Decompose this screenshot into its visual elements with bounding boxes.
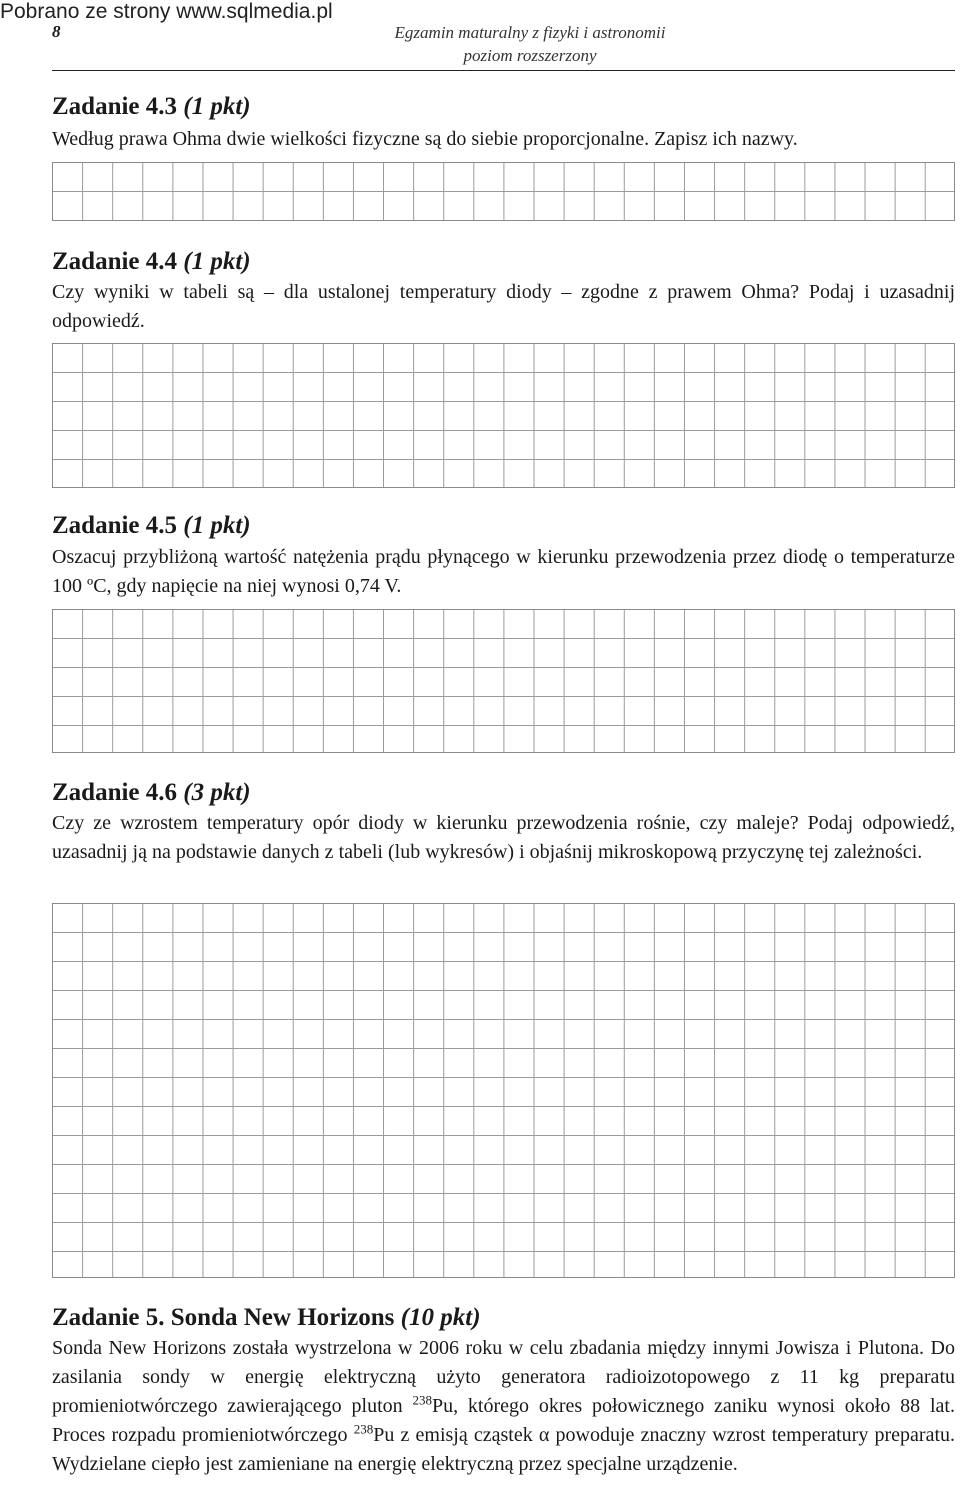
task-text-5 [52,1334,955,1479]
task-points: (1 pkt) [183,248,251,275]
source-watermark: Pobrano ze strony www.sqlmedia.pl [0,0,333,23]
task-text-part: Sonda New Horizons została wystrzelona w 2006 roku w celu zbadania między innymi Jowisza i Plutona. Do zasilania sondy w energię elektryczną użyto generatora radioizotopowego z 11 kg preparatu promieniotwórczego zawierającego pluton [52,1337,955,1417]
task-label: Zadanie 4.3 [52,93,178,120]
task-text-4-6: Czy ze wzrostem temperatury opór diody w kierunku przewodzenia rośnie, czy maleje? Podaj odpowiedź, uzasadnij ją na podstawie danych z tabeli (lub wykresów) i objaśnij mikroskopową przyczynę tej zależności. [52,812,955,863]
answer-grid-4-4[interactable] [52,343,955,488]
task-label: Zadanie 4.5 [52,512,178,539]
answer-grid-4-3[interactable] [52,162,955,221]
task-heading-4-6 [52,778,251,808]
exam-level: poziom rozszerzony [463,46,597,65]
task-text-part: Pu, którego okres połowicznego zaniku wynosi około 88 lat. Proces rozpadu promieniotwórczego [52,1395,955,1446]
task-points: (1 pkt) [183,93,251,120]
exam-header [300,21,760,67]
answer-grid-4-5[interactable] [52,609,955,753]
task-points: (1 pkt) [183,512,251,539]
task-heading-4-4 [52,247,251,277]
task-label: Zadanie 4.4 [52,248,178,275]
task-text-4-4: Czy wyniki w tabeli są – dla ustalonej temperatury diody – zgodne z prawem Ohma? Podaj i uzasadnij odpowiedź. [52,281,955,332]
answer-grid-4-6[interactable] [52,903,955,1278]
task-points: (3 pkt) [183,779,251,806]
task-heading-4-5 [52,511,251,541]
task-text-4-3: Według prawa Ohma dwie wielkości fizyczne są do siebie proporcjonalne. Zapisz ich nazwy. [52,128,798,150]
task-points: (10 pkt) [400,1304,481,1331]
mass-number: 238 [412,1392,432,1408]
mass-number: 238 [353,1421,374,1437]
task-label: Zadanie 4.6 [52,779,178,806]
task-heading-4-3 [52,92,251,122]
task-text-4-5: Oszacuj przybliżoną wartość natężenia prądu płynącego w kierunku przewodzenia przez diodę o temperaturze 100 ºC, gdy napięcie na niej wynosi 0,74 V. [52,546,955,597]
task-text-part: Pu z emisją cząstek α powoduje znaczny wzrost temperatury preparatu. Wydzielane ciepło jest zamieniane na energię elektryczną przez specjalne urządzenie. [52,1424,956,1475]
header-divider [52,70,955,71]
task-label: Zadanie 5. Sonda New Horizons [52,1304,395,1331]
task-heading-5 [52,1303,481,1333]
exam-title: Egzamin maturalny z fizyki i astronomii [394,23,666,42]
page-number: 8 [52,22,61,41]
